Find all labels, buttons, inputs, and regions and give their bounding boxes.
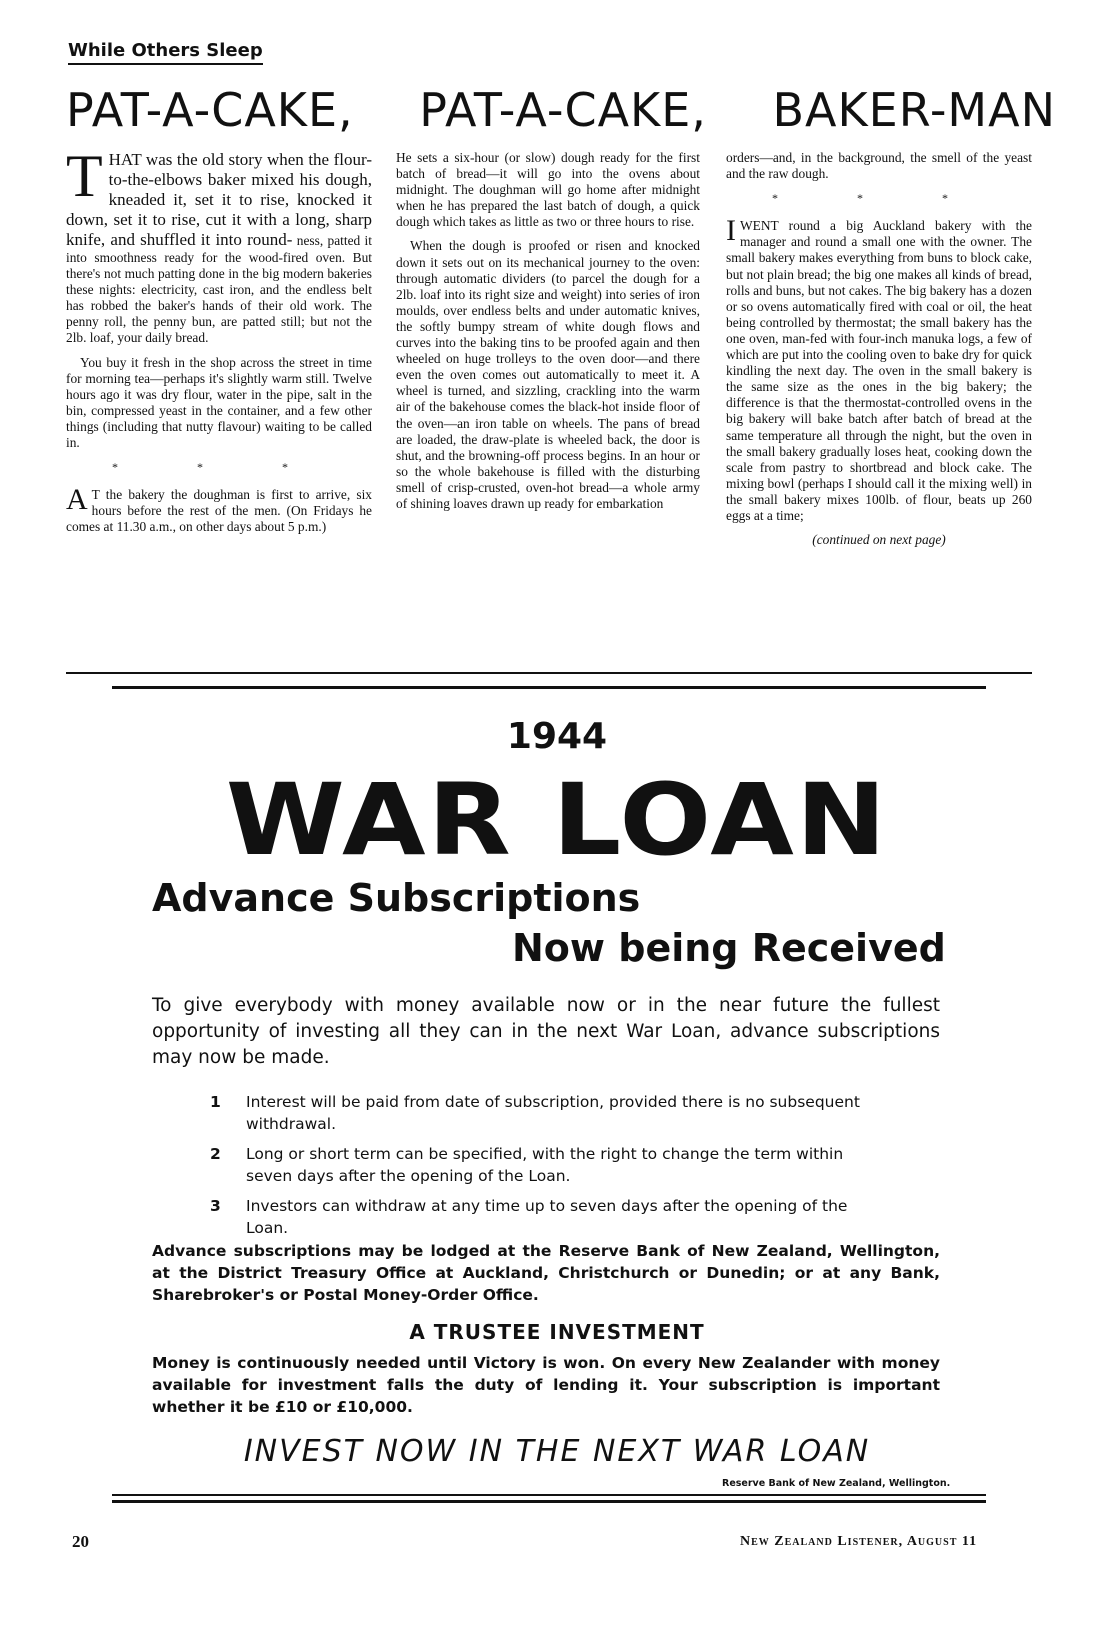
page-number: 20 [72,1532,89,1551]
ad-title: WAR LOAN [225,763,889,879]
ad-year: 1944 [506,716,608,757]
list-number: 2 [210,1145,221,1163]
headline-part-1: PAT-A-CAKE, [66,83,354,137]
ad-intro: To give everybody with money available now or in the near future the fullest opportunity of investing all they can in the next War Loan, advance subscriptions may now be made. [152,995,940,1068]
ad-subtitle-line-1: Advance Subscriptions [152,876,641,920]
ad-top-border [112,686,986,689]
publication-footer: New Zealand Listener, August 11 [740,1534,978,1549]
list-number: 3 [210,1197,221,1215]
section-divider-stars: * * * [112,460,326,475]
paragraph-text: ness, patted it into smoothness ready for the wood-fired oven. But there's not much patting done in the big modern bakeries these nights: electricity, cast iron, and the endless belt has robbed the baker's hands of their old work. The penny roll, the penny bun, are patted still; but not the 2lb. loaf, your daily bread. [66,233,372,346]
ad-bottom-border [112,1494,986,1496]
paragraph [726,214,1032,524]
article-headline [66,84,1056,136]
ad-lodge-text: Advance subscriptions may be lodged at the Reserve Bank of New Zealand, Wellington, at the District Treasury Office at Auckland, Christchurch or Dunedin; or at any Bank, Sharebroker's or Postal Money-Order Office. [152,1242,940,1304]
paragraph-text: T the bakery the doughman is first to arrive, six hours before the rest of the men. (On Fridays he comes at 11.30 a.m., on other days about 5 p.m.) [66,487,372,535]
list-number: 1 [210,1093,221,1111]
article-column-1 [66,143,372,544]
list-text: Interest will be paid from date of subscription, provided there is no subsequent withdrawal. [246,1093,860,1133]
section-divider-stars: * * * [772,191,986,206]
continued-note: (continued on next page) [812,532,946,548]
paragraph: He sets a six-hour (or slow) dough ready for the first batch of bread—it will go into the ovens about midnight. The doughman will go home after midnight when he has prepared the last batch of dough, a quick dough which takes as little as two or three hours to rise. [396,150,700,230]
lead-text: HAT was the old story when the flour-to-the-elbows baker mixed his dough, kneaded it, set it to rise, knocked it down, set it to rise, cut it with a long, sharp knife, and shuffled it into round- [66,150,372,249]
ad-call-to-action: INVEST NOW IN THE NEXT WAR LOAN [243,1434,871,1469]
ad-subtitle-line-2: Now being Received [512,926,946,970]
ad-trustee-heading: A TRUSTEE INVESTMENT [409,1320,705,1344]
article-column-2 [396,150,700,520]
list-item [210,1143,860,1187]
paragraph-text: WENT round a big Auckland bakery with the manager and round a small one with the owner. The small bakery makes everything from buns to block cake, but not plain bread; the big one makes all kinds of bread, rolls and buns, but not cakes. The big bakery has a dozen or so ovens automatically fired with coal or oil, the heat being controlled by thermostat; the small bakery has the one oven, man-fed with four-inch manuka logs, a few of which are put into the cooling oven to bake dry for quick kindling the next day. The oven in the small bakery is the same size as the ones in the big bakery; the difference is that the thermostat-controlled ovens in the big bakery will bake batch after batch of bread at the same temperature all through the night, but the oven in the small bakery gradually loses heat, cooking down the scale from pastry to shortbread and block cake. The mixing bowl (perhaps I should call it the mixing well) in the small bakery mixes 100lb. of flour, beats up 260 eggs at a time; [726,218,1032,523]
list-item [210,1091,860,1135]
ad-points-list [210,1091,860,1247]
headline-part-2: PAT-A-CAKE, [419,83,707,137]
paragraph [66,143,372,347]
article-column-3 [726,150,1032,548]
ad-money-text: Money is continuously needed until Victory is won. On every New Zealander with money available for investment falls the duty of lending it. Your subscription is important whether it be £10 or £10,000. [152,1354,940,1416]
drop-cap: T [66,143,103,209]
list-text: Investors can withdraw at any time up to seven days after the opening of the Loan. [246,1197,848,1237]
list-text: Long or short term can be specified, with the right to change the term within seven days after the opening of the Loan. [246,1145,844,1185]
section-tag: While Others Sleep [68,40,263,65]
ad-bottom-border [112,1500,986,1503]
paragraph [66,483,372,535]
paragraph: When the dough is proofed or risen and knocked down it sets out on its mechanical journey to the oven: through automatic dividers (to parcel the dough for a 2lb. loaf into its right size and weight) into series of iron moulds, over endless belts and under automatic knives, the softly bumpy stream of white dough flows and curves into the baking tins to be proofed again and then wheeled on huge trolleys to the oven door—and there even the oven comes out automatically to meet it. A wheel is turned, and sizzling, crackling into the warm air of the bakehouse comes the black-hot inside floor of the oven—an iron table on wheels. The pans of bread are loaded, the draw-plate is wheeled back, the door is shut, and the browning-off process begins. In an hour or so the whole bakehouse is filled with the disturbing smell of crisp-crusted, oven-hot bread—a whole army of shining loaves drawn up ready for embarkation [396,238,700,511]
headline-part-3: BAKER-MAN [772,83,1056,137]
drop-cap: I [726,214,736,248]
paragraph: You buy it fresh in the shop across the street in time for morning tea—perhaps it's slightly warm still. Twelve hours ago it was dry flour, water in the pipe, salt in the bin, compressed yeast in the container, and a few other things (including that nutty flavour) waiting to be called in. [66,354,372,451]
drop-cap: A [66,483,88,517]
paragraph: orders—and, in the background, the smell of the yeast and the raw dough. [726,150,1032,182]
ad-credit: Reserve Bank of New Zealand, Wellington. [722,1478,951,1489]
article-bottom-rule [66,672,1032,674]
list-item [210,1195,860,1239]
